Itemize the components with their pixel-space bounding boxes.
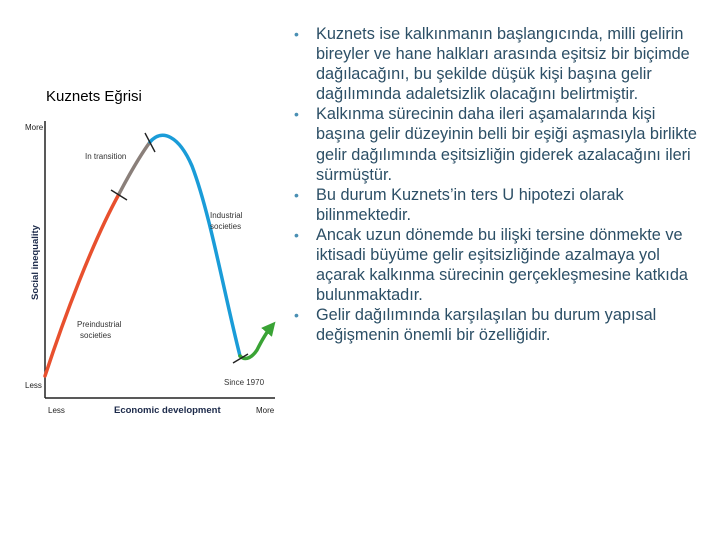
bullet-list <box>294 24 706 346</box>
bullet-glyph: • <box>294 307 299 324</box>
curve-since-1970-segment <box>240 327 271 358</box>
bullet-text: Bu durum Kuznets’in ters U hipotezi olarak bilinmektedir. <box>316 185 624 224</box>
x-axis-title: Economic development <box>114 405 221 416</box>
curve-industrial-segment <box>150 135 240 356</box>
bullet-item <box>294 24 706 104</box>
bullet-item <box>294 104 706 184</box>
curve-preindustrial-segment <box>45 194 119 376</box>
y-top-label: More <box>25 123 44 132</box>
slide-title: Kuznets Eğrisi <box>46 88 142 105</box>
y-bottom-label: Less <box>25 381 42 390</box>
bullet-item <box>294 225 706 305</box>
bullet-item <box>294 305 706 345</box>
kuznets-curve-figure <box>22 118 284 420</box>
curve-transition-segment <box>119 142 150 194</box>
bullet-glyph: • <box>294 186 299 203</box>
bullet-glyph: • <box>294 26 299 42</box>
label-preindustrial-1: Preindustrial <box>77 320 122 329</box>
x-left-label: Less <box>48 406 65 415</box>
bullet-glyph: • <box>294 106 299 123</box>
bullet-text: Gelir dağılımında karşılaşılan bu durum yapısal değişmenin önemli bir özelliğidir. <box>316 306 657 345</box>
bullet-text: Kalkınma sürecinin daha ileri aşamalarında kişi başına gelir düzeyinin belli bir eşiği aşmasıyla birlikte gelir dağılımında eşitsizliğin giderek azalacağını ileri sürmüştür. <box>316 105 697 184</box>
y-axis-title: Social inequality <box>30 225 41 300</box>
label-since-1970: Since 1970 <box>224 378 265 387</box>
bullet-glyph: • <box>294 226 299 243</box>
label-in-transition: In transition <box>85 152 127 161</box>
bullet-item <box>294 185 706 225</box>
label-industrial-2: societies <box>210 222 242 231</box>
bullet-text: Ancak uzun dönemde bu ilişki tersine dönmekte ve iktisadi büyüme gelir eşitsizliğinde azalmaya yol açarak kalkınma sürecinin gerçekleşmesine katkıda bulunmaktadır. <box>316 225 688 305</box>
x-right-label: More <box>256 406 275 415</box>
bullet-text: Kuznets ise kalkınmanın başlangıcında, milli gelirin bireyler ve hane halkları arasında eşitsiz bir biçimde dağılacağını, bu şekilde düşük kişi başına gelir dağılımında adaletsizlik olacağını belirtmiştir. <box>316 25 690 104</box>
label-industrial-1: Industrial <box>210 211 243 220</box>
label-preindustrial-2: societies <box>80 331 112 340</box>
